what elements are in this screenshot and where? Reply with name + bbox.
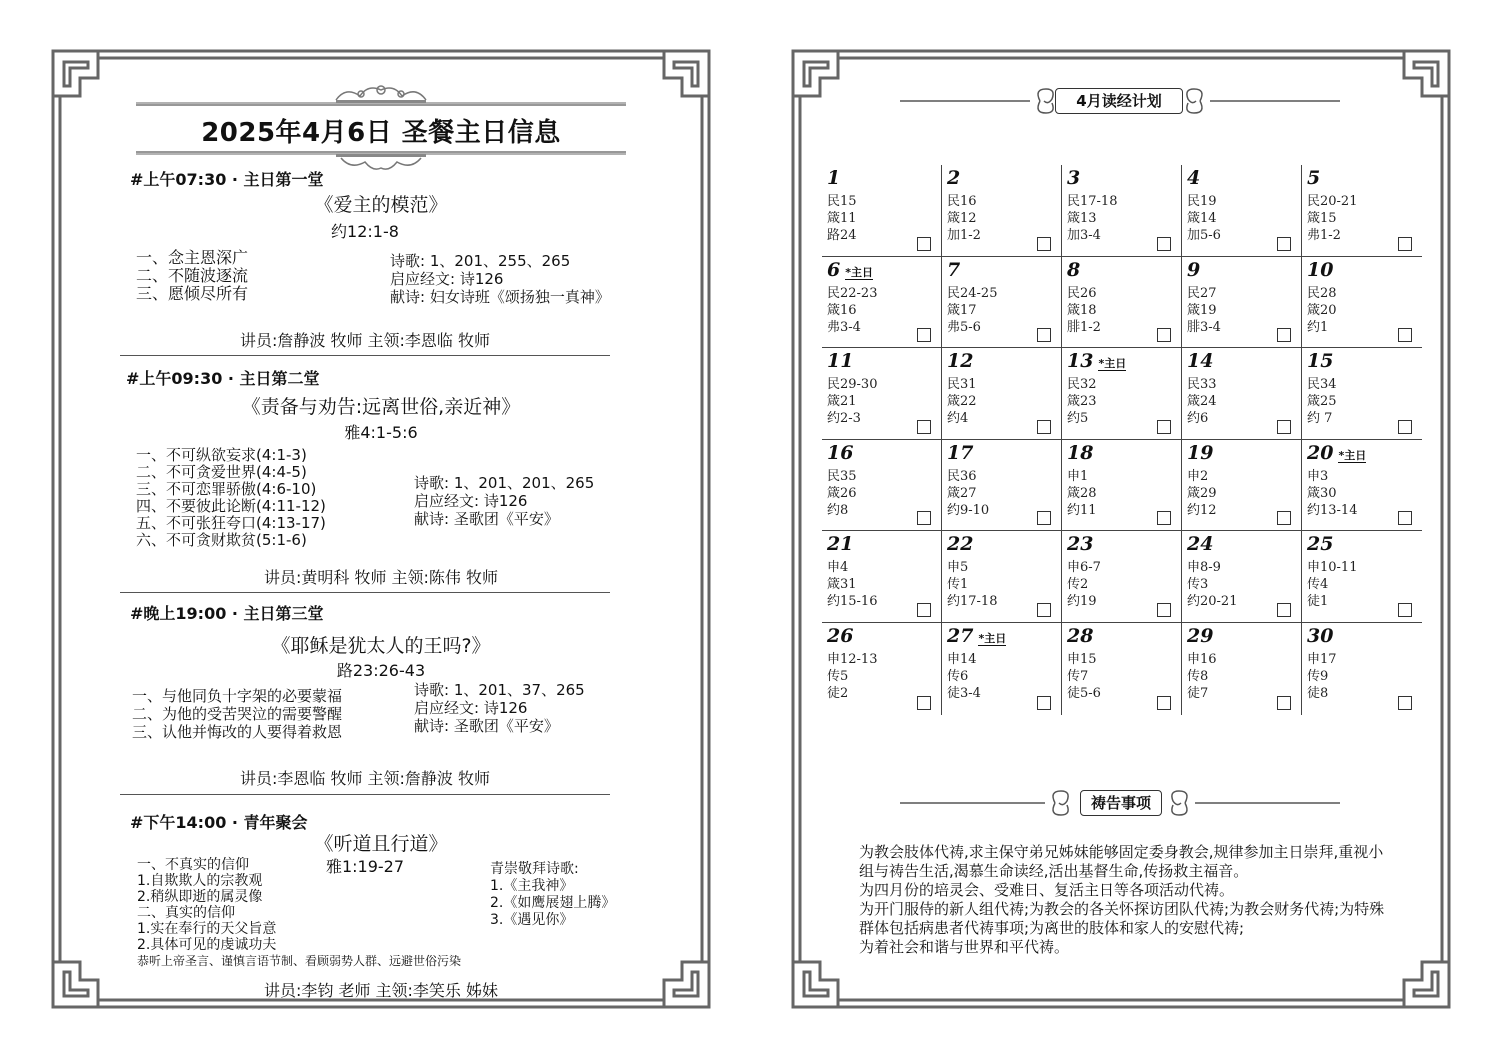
reading-checkbox[interactable] [1398,237,1412,251]
reading-entry: 加3-4 [1067,228,1101,243]
divider [120,355,610,356]
reading-entry: 传4 [1307,577,1329,593]
scripture-ref: 雅4:1-5:6 [344,423,418,442]
reading-entry: 申12-13 [827,651,878,667]
reading-entry: 申1 [1067,468,1089,484]
day-number-text: 22 [947,533,974,556]
day-cell [1302,623,1422,715]
reading-checkbox[interactable] [917,237,931,251]
outline-point: 二、为他的受苦哭泣的需要警醒 [132,705,343,723]
day-cell [1182,348,1302,440]
reading-entry: 传6 [947,668,969,684]
day-cell [1302,531,1422,623]
reading-entry: 申6-7 [1067,560,1101,576]
reading-entry: 箴14 [1187,211,1217,226]
day-number-text: 19 [1187,441,1214,464]
reading-entry: 传3 [1187,577,1209,593]
outline-point: 二、不随波逐流 [136,266,249,285]
day-number [1067,167,1080,189]
reading-entry: 传9 [1307,668,1329,684]
reading-checkbox[interactable] [1398,328,1412,342]
reading-entry: 箴22 [947,394,977,410]
reading-entry: 传8 [1187,668,1209,684]
prayer-requests [859,843,1394,957]
reading-checkbox[interactable] [1277,420,1291,434]
hymns: 诗歌: 1、201、255、265 [390,252,571,270]
page-title: 2025年4月6日 圣餐主日信息 [201,118,561,148]
reading-entry: 约13-14 [1307,502,1358,518]
reading-checkbox[interactable] [1277,237,1291,251]
service-header: #上午07:30 · 主日第一堂 [130,170,324,189]
reading-checkbox[interactable] [1037,696,1051,710]
reading-entry: 箴11 [827,211,857,226]
sermon-title: 《耶稣是犹太人的王吗?》 [271,635,491,657]
service-header: #上午09:30 · 主日第二堂 [126,369,320,388]
day-number [1307,533,1333,555]
reading-entry: 民24-25 [947,285,998,301]
reading-entry: 加1-2 [947,228,981,243]
day-cell [1302,348,1422,440]
speakers-line: 讲员:李钧 老师 主领:李笑乐 姊妹 [263,981,499,1000]
reading-entry: 徒2 [827,685,849,701]
prayer-item: 为开门服侍的新人组代祷;为教会的各关怀探访团队代祷;为教会财务代祷;为特殊群体包括病患者代祷事项;为离世的肢体和家人的安慰代祷; [859,900,1385,937]
day-number-text: 8 [1067,258,1081,281]
day-number [1307,442,1366,464]
reading-entry: 民32 [1067,377,1097,393]
day-cell [942,257,1062,349]
outline-point: 1.自欺欺人的宗教观 [137,873,263,889]
day-number [1307,350,1333,372]
lords-day-tag: *主日 [1098,357,1127,371]
sermon-outline [132,687,342,741]
reading-entry: 约12 [1187,502,1217,518]
day-cell [822,440,942,532]
reading-calendar [822,165,1422,715]
day-number [1187,533,1213,555]
reading-entry: 弗5-6 [947,319,981,335]
reading-entry: 约6 [1187,411,1209,427]
speakers-line: 讲员:李恩临 牧师 主领:詹静波 牧师 [239,769,491,788]
reading-entry: 箴12 [947,211,977,226]
day-number-text: 13 [1067,350,1094,373]
reading-entry: 箴28 [1067,485,1097,501]
reading-entry: 箴17 [947,302,977,318]
day-number-text: 30 [1307,624,1334,647]
sermon-title: 《听道且行道》 [314,833,448,855]
prayer-item: 为教会肢体代祷,求主保守弟兄姊妹能够固定委身教会,规律参加主日崇拜,重视小组与祷告生活,渴慕生命读经,活出基督生命,传扬救主福音。 [859,843,1384,880]
reading-entry: 徒3-4 [947,685,981,701]
reading-entry: 传7 [1067,668,1089,684]
day-number-text: 21 [827,533,854,556]
outline-point: 一、不真实的信仰 [137,857,249,873]
speakers-line: 讲员:詹静波 牧师 主领:李恩临 牧师 [239,331,491,350]
day-number-text: 16 [827,441,854,464]
reading-entry: 民36 [947,468,977,484]
reading-checkbox[interactable] [1037,511,1051,525]
reading-entry: 箴31 [827,577,857,593]
prayer-item: 为着社会和谐与世界和平代祷。 [859,938,1070,956]
day-cell [942,348,1062,440]
day-cell [1182,257,1302,349]
day-number-text: 29 [1187,624,1214,647]
reading-entry: 约20-21 [1187,594,1238,610]
reading-checkbox[interactable] [917,603,931,617]
reading-checkbox[interactable] [1277,511,1291,525]
reading-entry: 申16 [1187,651,1217,667]
day-number [947,350,973,372]
reading-entry: 徒5-6 [1067,685,1101,701]
scripture-ref: 雅1:19-27 [325,857,405,876]
reading-checkbox[interactable] [1037,237,1051,251]
day-number [1187,442,1213,464]
day-number [1067,259,1080,281]
reading-checkbox[interactable] [1037,328,1051,342]
service-header: #下午14:00 · 青年聚会 [130,813,308,832]
day-cell [822,623,942,715]
reading-entry: 加5-6 [1187,228,1221,243]
reading-entry: 箴13 [1067,211,1097,226]
reading-entry: 约5 [1067,411,1089,427]
day-cell [822,165,942,257]
reading-entry: 民27 [1187,285,1217,301]
reading-checkbox[interactable] [1157,511,1171,525]
day-number-text: 4 [1187,167,1201,189]
reading-entry: 民31 [947,377,977,393]
reading-entry: 箴16 [827,302,857,318]
day-cell [942,165,1062,257]
reading-checkbox[interactable] [917,420,931,434]
reading-entry: 民33 [1187,377,1217,393]
reading-entry: 申4 [827,560,849,576]
divider [120,592,610,593]
sermon-outline [136,447,326,549]
reading-entry: 民20-21 [1307,194,1358,209]
reading-checkbox[interactable] [1157,603,1171,617]
reading-entry: 民28 [1307,285,1337,301]
day-number-text: 2 [947,167,961,189]
day-number-text: 3 [1067,167,1081,189]
reading-entry: 申5 [947,560,969,576]
outline-point: 一、念主恩深广 [136,248,249,267]
reading-entry: 箴30 [1307,485,1337,501]
prayer-title: 祷告事项 [1080,790,1162,816]
reading-entry: 徒8 [1307,685,1329,701]
reading-entry: 民17-18 [1067,194,1118,209]
outline-point: 五、不可张狂夸口(4:13-17) [136,514,326,532]
reading-checkbox[interactable] [1277,603,1291,617]
day-number [827,625,853,647]
reading-entry: 约1 [1307,319,1329,335]
reading-entry: 约4 [947,411,969,427]
day-number [827,350,853,372]
reading-entry: 民34 [1307,377,1337,393]
outline-point: 二、真实的信仰 [137,905,235,921]
day-number [827,442,853,464]
worship-songs [490,861,615,929]
day-cell [822,257,942,349]
divider [120,794,610,795]
reading-entry: 申8-9 [1187,560,1221,576]
reading-plan-title: 4月读经计划 [1055,88,1183,114]
day-number [827,533,853,555]
day-number [947,167,960,189]
day-number [1067,625,1093,647]
reading-checkbox[interactable] [1157,328,1171,342]
responsive-reading: 启应经文: 诗126 [414,492,528,510]
reading-entry: 箴19 [1187,302,1217,318]
day-cell [1182,531,1302,623]
reading-entry: 腓3-4 [1187,319,1221,335]
outline-point: 一、不可纵欲妄求(4:1-3) [136,446,307,464]
reading-entry: 约11 [1067,502,1097,518]
day-cell [1182,165,1302,257]
outline-point: 四、不要彼此论断(4:11-12) [136,497,326,515]
reading-checkbox[interactable] [1277,328,1291,342]
day-number-text: 14 [1187,350,1214,373]
service-details [390,252,610,306]
reading-entry: 申10-11 [1307,560,1358,576]
worship-songs-heading: 青崇敬拜诗歌: [490,861,579,877]
reading-entry: 腓1-2 [1067,319,1101,335]
reading-plan-page [790,48,1452,1010]
reading-entry: 箴26 [827,485,857,501]
day-number [1307,167,1320,189]
day-cell [942,440,1062,532]
outline-point: 三、愿倾尽所有 [136,284,249,303]
reading-entry: 箴24 [1187,394,1217,410]
day-cell [1062,440,1182,532]
day-cell [1062,257,1182,349]
worship-song: 1.《主我神》 [490,878,574,894]
sermon-title: 《责备与劝告:远离世俗,亲近神》 [241,396,521,418]
day-number [1067,350,1126,372]
day-number-text: 15 [1307,350,1334,373]
reading-entry: 约17-18 [947,594,998,610]
reading-entry: 申2 [1187,468,1209,484]
service-details [414,681,585,735]
reading-checkbox[interactable] [1157,237,1171,251]
day-number-text: 18 [1067,441,1094,464]
reading-entry: 箴23 [1067,394,1097,410]
day-number-text: 6 [827,258,841,281]
day-number [827,259,873,281]
reading-checkbox[interactable] [917,511,931,525]
reading-entry: 传2 [1067,577,1089,593]
worship-song: 2.《如鹰展翅上腾》 [490,895,616,911]
reading-entry: 民29-30 [827,377,878,393]
day-number-text: 5 [1307,167,1321,189]
reading-entry: 民19 [1187,194,1217,209]
outline-point: 2.稍纵即逝的属灵像 [137,889,263,905]
reading-checkbox[interactable] [917,328,931,342]
reading-entry: 约2-3 [827,411,861,427]
reading-entry: 民15 [827,194,857,209]
reading-entry: 民26 [1067,285,1097,301]
outline-point: 六、不可贪财欺贫(5:1-6) [136,531,307,549]
worship-song: 3.《遇见你》 [490,912,574,928]
reading-entry: 徒7 [1187,685,1209,701]
day-number [947,259,960,281]
day-number-text: 25 [1307,533,1334,556]
prayer-item: 为四月份的培灵会、受难日、复活主日等各项活动代祷。 [859,881,1235,899]
day-cell [1062,348,1182,440]
service-details [414,474,594,528]
day-number [947,533,973,555]
outline-point: 三、不可恋罪骄傲(4:6-10) [136,480,317,498]
outline-point: 1.实在奉行的天父旨意 [137,921,277,937]
reading-checkbox[interactable] [1157,696,1171,710]
day-number [947,625,1006,647]
reading-entry: 民16 [947,194,977,209]
reading-entry: 民35 [827,468,857,484]
offering-song: 献诗: 圣歌团《平安》 [414,717,559,735]
responsive-reading: 启应经文: 诗126 [390,270,504,288]
hymns: 诗歌: 1、201、201、265 [414,474,595,492]
day-number-text: 7 [947,258,961,281]
outline-point: 二、不可贪爱世界(4:4-5) [136,463,307,481]
reading-entry: 箴15 [1307,211,1337,226]
day-number-text: 24 [1187,533,1214,556]
sermon-outline [137,857,461,969]
reading-checkbox[interactable] [917,696,931,710]
reading-entry: 弗3-4 [827,319,861,335]
day-cell [1182,440,1302,532]
day-cell [1302,440,1422,532]
reading-entry: 申3 [1307,468,1329,484]
day-cell [1062,531,1182,623]
reading-entry: 箴21 [827,394,857,410]
reading-entry: 约8 [827,502,849,518]
outline-point: 三、认他并悔改的人要得着救恩 [132,723,343,741]
sermon-title: 《爱主的模范》 [314,194,448,216]
day-cell [1182,623,1302,715]
responsive-reading: 启应经文: 诗126 [414,699,528,717]
day-cell [1302,257,1422,349]
day-number [1307,625,1333,647]
day-number-text: 9 [1187,258,1201,281]
reading-checkbox[interactable] [1398,696,1412,710]
day-cell [942,531,1062,623]
reading-entry: 箴29 [1187,485,1217,501]
day-number-text: 10 [1307,258,1334,281]
reading-entry: 民22-23 [827,285,878,301]
day-cell [1302,165,1422,257]
reading-entry: 申15 [1067,651,1097,667]
day-number-text: 12 [947,350,974,373]
day-cell [1062,165,1182,257]
reading-entry: 约15-16 [827,594,878,610]
lords-day-tag: *主日 [845,265,873,279]
day-number-text: 17 [947,441,974,464]
day-number-text: 26 [827,624,854,647]
reading-entry: 申17 [1307,651,1337,667]
reading-checkbox[interactable] [1277,696,1291,710]
day-number-text: 27 [947,624,974,647]
service-header: #晚上19:00 · 主日第三堂 [130,604,324,623]
reading-entry: 约9-10 [947,502,990,518]
reading-entry: 约19 [1067,594,1097,610]
day-number-text: 20 [1307,441,1334,464]
day-number-text: 11 [827,350,854,373]
reading-entry: 约 7 [1307,411,1333,427]
hymns: 诗歌: 1、201、37、265 [414,681,585,699]
day-number-text: 28 [1067,624,1094,647]
day-number [1307,259,1333,281]
outline-point: 2.具体可见的虔诚功夫 [137,937,277,953]
day-number [1187,625,1213,647]
day-cell [822,348,942,440]
lords-day-tag: *主日 [1338,448,1367,462]
reading-entry: 徒1 [1307,594,1329,610]
reading-entry: 传1 [947,577,969,593]
day-number [827,167,840,189]
reading-checkbox[interactable] [1398,511,1412,525]
reading-entry: 传5 [827,668,849,684]
day-number [1067,442,1093,464]
sermon-bulletin-page [50,48,712,1010]
day-cell [942,623,1062,715]
day-number [1187,259,1200,281]
sermon-outline [136,249,248,303]
reading-entry: 箴20 [1307,302,1337,318]
outline-point: 一、与他同负十字架的必要蒙福 [132,687,343,705]
offering-song: 献诗: 圣歌团《平安》 [414,510,559,528]
day-cell [822,531,942,623]
scripture-ref: 约12:1-8 [331,222,399,241]
lords-day-tag: *主日 [978,631,1007,645]
reading-checkbox[interactable] [1398,603,1412,617]
reading-entry: 申14 [947,651,977,667]
scripture-ref: 路23:26-43 [336,661,426,680]
reading-entry: 箴18 [1067,302,1097,318]
day-number-text: 1 [827,167,841,189]
reading-checkbox[interactable] [1037,603,1051,617]
day-cell [1062,623,1182,715]
speakers-line: 讲员:黄明科 牧师 主领:陈伟 牧师 [263,568,499,587]
day-number [947,442,973,464]
reading-checkbox[interactable] [1157,420,1171,434]
reading-entry: 弗1-2 [1307,228,1341,243]
offering-song: 献诗: 妇女诗班《颂扬独一真神》 [390,288,610,306]
reading-checkbox[interactable] [1398,420,1412,434]
outline-point: 恭听上帝圣言、谨慎言语节制、看顾弱势人群、远避世俗污染 [137,954,462,968]
reading-checkbox[interactable] [1037,420,1051,434]
reading-entry: 箴25 [1307,394,1337,410]
reading-entry: 箴27 [947,485,977,501]
day-number [1067,533,1093,555]
day-number-text: 23 [1067,533,1094,556]
reading-entry: 路24 [827,228,857,243]
day-number [1187,350,1213,372]
day-number [1187,167,1200,189]
